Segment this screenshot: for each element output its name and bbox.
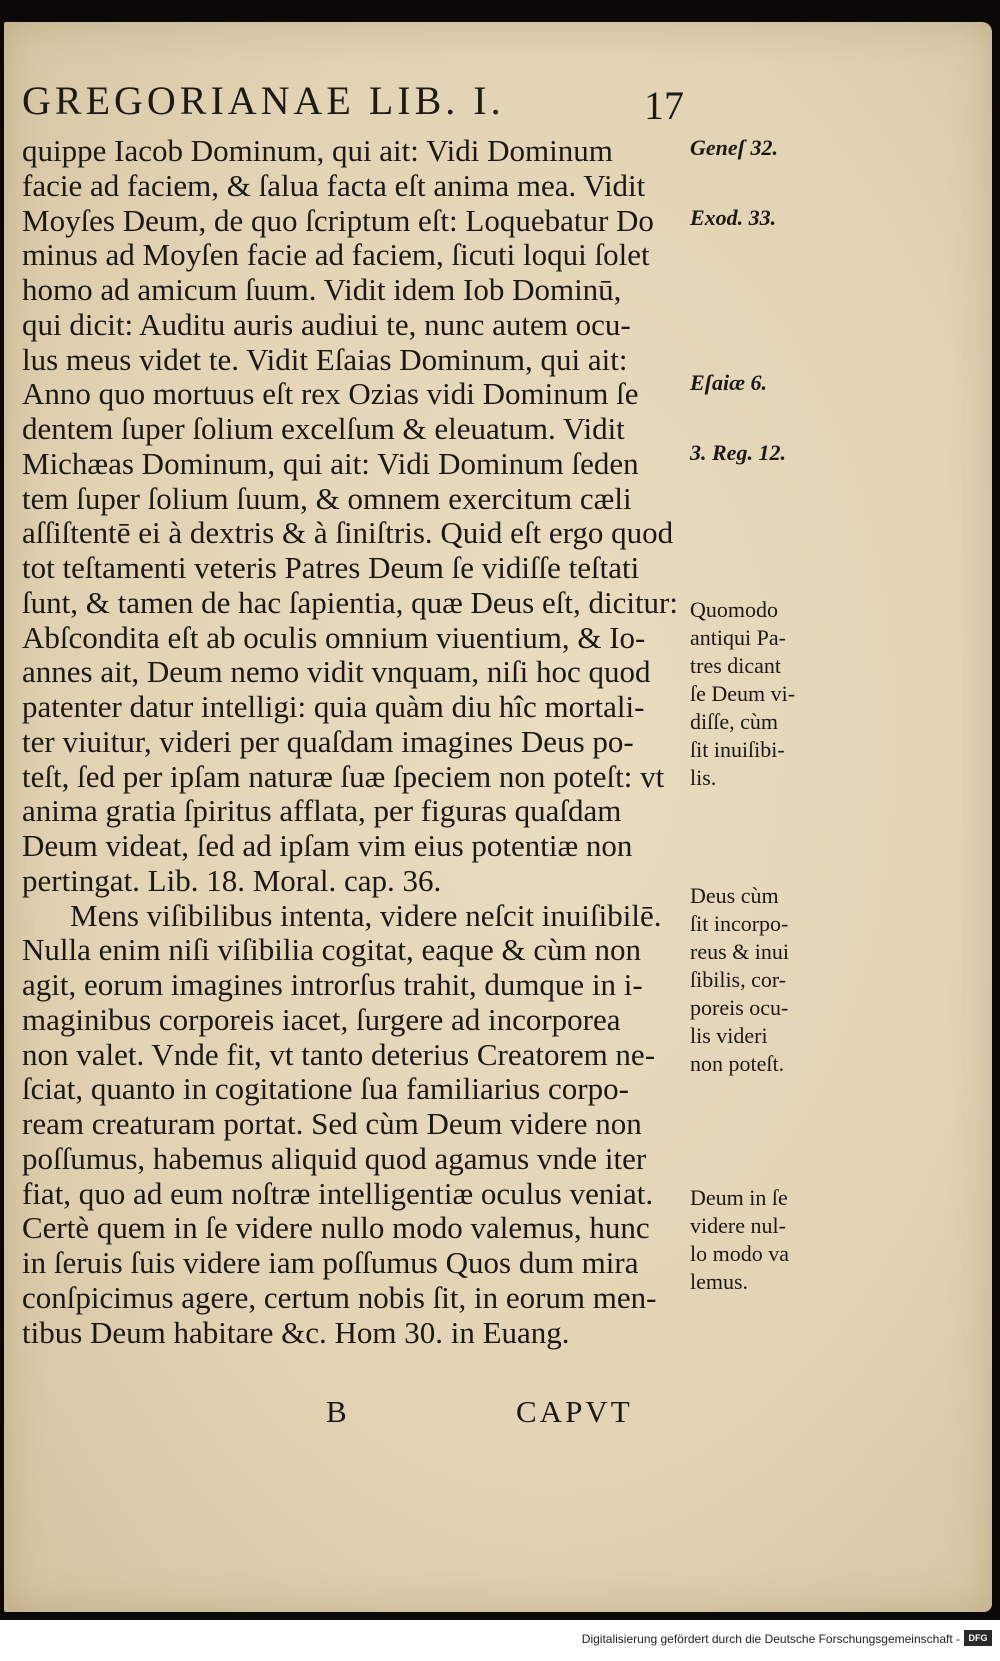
marginal-note-line: videre nul-: [690, 1213, 786, 1238]
text-line: ſciat, quanto in cogitatione ſua familiarius corpo-: [22, 1071, 629, 1107]
text-line: Deum videat, ſed ad ipſam vim eius potentiæ non: [22, 828, 633, 863]
marginal-note-line: ſit incorpo-: [690, 911, 789, 936]
text-line: maginibus corporeis iacet, ſurgere ad incorporea: [22, 1001, 621, 1037]
marginal-note-line: Deus cùm: [690, 883, 779, 908]
footer-credit: Digitalisierung gefördert durch die Deutsche Forschungsgemeinschaft -: [581, 1632, 960, 1646]
text-line: Mens viſibilibus intenta, videre neſcit inuiſibilē.: [70, 897, 662, 933]
marginal-note-line: ſit inuiſibi-: [690, 737, 785, 762]
text-line: Michæas Dominum, qui ait: Vidi Dominum ſeden: [22, 445, 639, 481]
text-line: dentem ſuper ſolium excelſum & eleuatum. Vidit: [22, 411, 625, 446]
marginal-note-line: Deum in ſe: [690, 1185, 788, 1210]
text-line: tibus Deum habitare &c. Hom 30. in Euang.: [22, 1314, 570, 1350]
marginal-note-line: antiqui Pa-: [690, 625, 786, 650]
folio-number: 17: [644, 83, 684, 128]
marginal-note-line: lis videri: [690, 1023, 768, 1048]
main-text-block: [22, 134, 682, 1350]
text-line: poſſumus, habemus aliquid quod agamus vnde iter: [22, 1140, 647, 1176]
marginal-note-line: Geneſ 32.: [690, 135, 778, 160]
marginal-note-line: ſe Deum vi-: [690, 681, 796, 706]
text-line: pertingat. Lib. 18. Moral. cap. 36.: [22, 862, 442, 898]
text-line: fiat, quo ad eum noſtræ intelligentiæ oculus veniat.: [22, 1175, 654, 1211]
text-line: Anno quo mortuus eſt rex Ozias vidi Dominum ſe: [22, 376, 639, 412]
text-line: non valet. Vnde fit, vt tanto deterius Creatorem ne-: [22, 1036, 656, 1072]
text-line: quippe Iacob Dominum, qui ait: Vidi Dominum: [22, 133, 613, 168]
marginal-note: [690, 596, 795, 792]
text-line: ſunt, & tamen de hac ſapientia, quæ Deus eſt, dicitur:: [22, 584, 678, 620]
marginal-note-line: tres dicant: [690, 653, 782, 678]
text-line: anima gratia ſpiritus afflata, per figuras quaſdam: [22, 793, 622, 829]
marginal-note: [690, 1184, 789, 1296]
marginal-note-line: Quomodo: [690, 597, 778, 622]
running-title: GREGORIANAE LIB. I.: [22, 78, 505, 123]
text-line: minus ad Moyſen facie ad faciem, ſicuti loqui ſolet: [22, 237, 650, 273]
text-line: tem ſuper ſolium ſuum, & omnem exercitum cæli: [22, 480, 632, 516]
marginal-note-line: Exod. 33.: [690, 205, 777, 230]
text-line: Abſcondita eſt ab oculis omnium viuentium, & Io-: [22, 619, 646, 655]
text-line: annes ait, Deum nemo vidit vnquam, niſi hoc quod: [22, 654, 651, 690]
marginal-note: [690, 369, 767, 397]
marginal-note-line: poreis ocu-: [690, 995, 789, 1020]
marginal-note-line: ſibilis, cor-: [690, 967, 787, 992]
text-line: lus meus videt te. Vidit Eſaias Dominum, qui ait:: [22, 341, 628, 377]
text-line: facie ad faciem, & ſalua facta eſt anima mea. Vidit: [22, 167, 646, 203]
text-line: teſt, ſed per ipſam naturæ ſuæ ſpeciem non poteſt: vt: [22, 758, 665, 794]
marginal-note: [690, 134, 778, 162]
book-page: [4, 22, 992, 1612]
marginal-note-line: diſſe, cùm: [690, 709, 778, 734]
text-line: in ſeruis ſuis videre iam poſſumus Quos dum mira: [22, 1245, 639, 1280]
marginal-note-line: 3. Reg. 12.: [690, 440, 786, 465]
marginal-note: [690, 204, 776, 232]
marginal-note: [690, 439, 786, 467]
text-line: Nulla enim niſi viſibilia cogitat, eaque & cùm non: [22, 932, 642, 968]
text-line: Moyſes Deum, de quo ſcriptum eſt: Loquebatur Do: [22, 202, 654, 238]
text-line: qui dicit: Auditu auris audiui te, nunc autem ocu-: [22, 306, 631, 342]
signature-mark: B: [326, 1394, 347, 1429]
digitization-footer: [0, 1620, 1000, 1661]
text-line: Certè quem in ſe videre nullo modo valemus, hunc: [22, 1210, 650, 1246]
text-line: homo ad amicum ſuum. Vidit idem Iob Dominū,: [22, 272, 622, 307]
text-line: aſſiſtentē ei à dextris & à ſiniſtris. Quid eſt ergo quod: [22, 515, 674, 551]
marginal-note-line: lemus.: [690, 1269, 749, 1294]
text-line: patenter datur intelligi: quia quàm diu hîc mortali-: [22, 689, 645, 724]
marginal-note-line: lo modo va: [690, 1241, 789, 1266]
dfg-logo: DFG: [964, 1630, 992, 1646]
text-line: agit, eorum imagines introrſus trahit, dumque in i-: [22, 967, 643, 1002]
marginal-note-line: Eſaiæ 6.: [690, 370, 767, 395]
marginal-note-line: reus & inui: [690, 939, 789, 964]
catchword: CAPVT: [516, 1394, 633, 1429]
text-line: conſpicimus agere, certum nobis ſit, in eorum men-: [22, 1279, 657, 1315]
text-line: ream creaturam portat. Sed cùm Deum videre non: [22, 1106, 642, 1141]
text-line: tot teſtamenti veteris Patres Deum ſe vidiſſe teſtati: [22, 550, 640, 585]
marginal-note-line: lis.: [690, 765, 717, 790]
marginal-note: [690, 882, 789, 1078]
text-line: ter viuitur, videri per quaſdam imagines Deus po-: [22, 723, 634, 759]
marginal-note-line: non poteſt.: [690, 1051, 785, 1076]
